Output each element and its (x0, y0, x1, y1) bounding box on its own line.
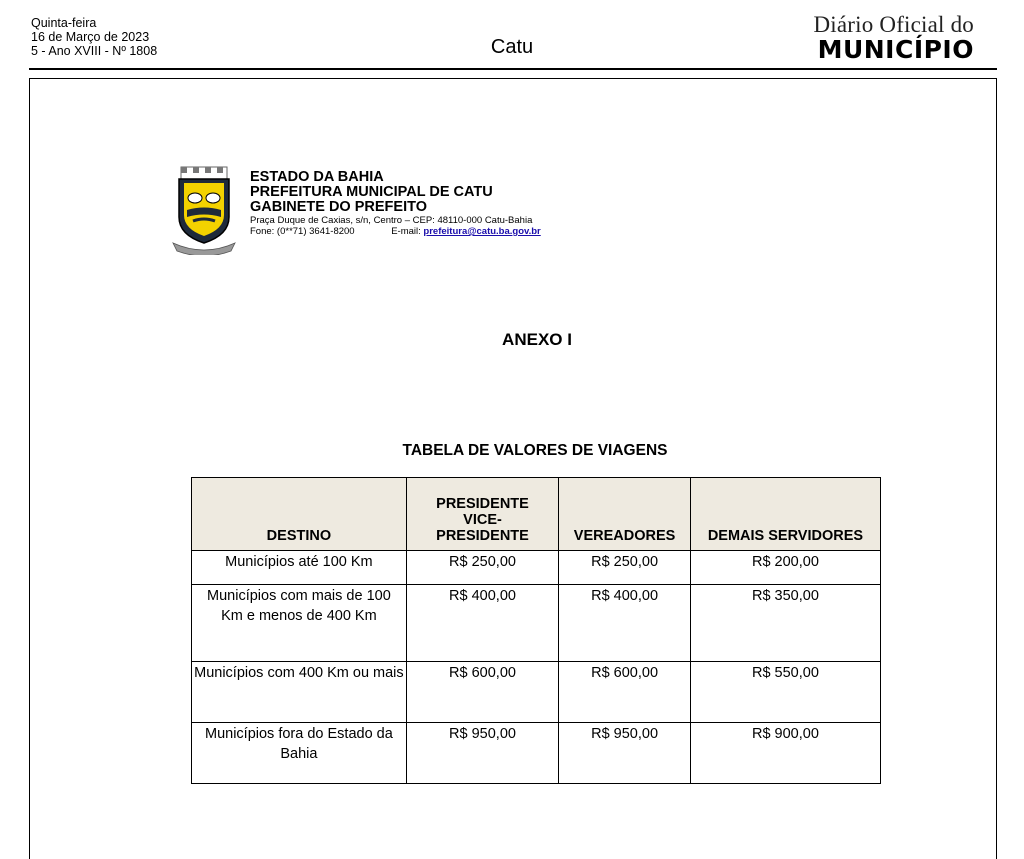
city-hall-name: PREFEITURA MUNICIPAL DE CATU (250, 184, 493, 200)
weekday: Quinta-feira (31, 16, 97, 30)
table-row (192, 723, 881, 784)
header-presidente (406, 478, 558, 551)
cell-presidente: R$ 950,00 (406, 723, 558, 784)
coat-of-arms-icon (171, 165, 237, 255)
header-presidente-line3: PRESIDENTE (436, 528, 529, 544)
cell-destino: Municípios com mais de 100 Km e menos de 400 Km (192, 585, 407, 662)
cell-vereadores: R$ 600,00 (559, 662, 691, 723)
table-header-row (192, 478, 881, 551)
header-presidente-line2: VICE- (463, 512, 502, 528)
cell-destino: Municípios até 100 Km (192, 551, 407, 585)
cell-vereadores: R$ 250,00 (559, 551, 691, 585)
cell-presidente: R$ 600,00 (406, 662, 558, 723)
header-divider (29, 68, 997, 70)
cell-demais: R$ 350,00 (690, 585, 880, 662)
email-label: E-mail: (391, 226, 421, 237)
phone: Fone: (0**71) 3641-8200 (250, 226, 355, 237)
address: Praça Duque de Caxias, s/n, Centro – CEP: 48110-000 Catu-Bahia (250, 215, 533, 226)
email-link[interactable]: prefeitura@catu.ba.gov.br (423, 226, 541, 237)
institution-header (250, 170, 541, 237)
cell-vereadores: R$ 400,00 (559, 585, 691, 662)
cell-destino: Municípios com 400 Km ou mais (192, 662, 407, 723)
cell-vereadores: R$ 950,00 (559, 723, 691, 784)
table-row (192, 551, 881, 585)
office-name: GABINETE DO PREFEITO (250, 199, 427, 215)
contact-line (250, 226, 541, 237)
header-vereadores: VEREADORES (559, 478, 691, 551)
cell-demais: R$ 550,00 (690, 662, 880, 723)
table-row (192, 662, 881, 723)
cell-destino: Municípios fora do Estado da Bahia (192, 723, 407, 784)
header-demais-servidores: DEMAIS SERVIDORES (690, 478, 880, 551)
edition-number: 5 - Ano XVIII - Nº 1808 (31, 44, 158, 58)
publication-date: 16 de Março de 2023 (31, 30, 150, 44)
city-name: Catu (490, 36, 534, 58)
gazette-logo-top: Diário Oficial do (813, 12, 974, 37)
cell-presidente: R$ 250,00 (406, 551, 558, 585)
header-presidente-line1: PRESIDENTE (436, 496, 529, 512)
cell-demais: R$ 900,00 (690, 723, 880, 784)
cell-demais: R$ 200,00 (690, 551, 880, 585)
gazette-logo (813, 13, 974, 63)
gazette-logo-bottom: MUNICÍPIO (817, 35, 974, 64)
cell-presidente: R$ 400,00 (406, 585, 558, 662)
annex-title: ANEXO I (502, 330, 572, 349)
header-destino: DESTINO (192, 478, 407, 551)
travel-values-table (191, 477, 881, 784)
state-name: ESTADO DA BAHIA (250, 169, 384, 185)
table-row (192, 585, 881, 662)
table-title: TABELA DE VALORES DE VIAGENS (402, 442, 668, 459)
